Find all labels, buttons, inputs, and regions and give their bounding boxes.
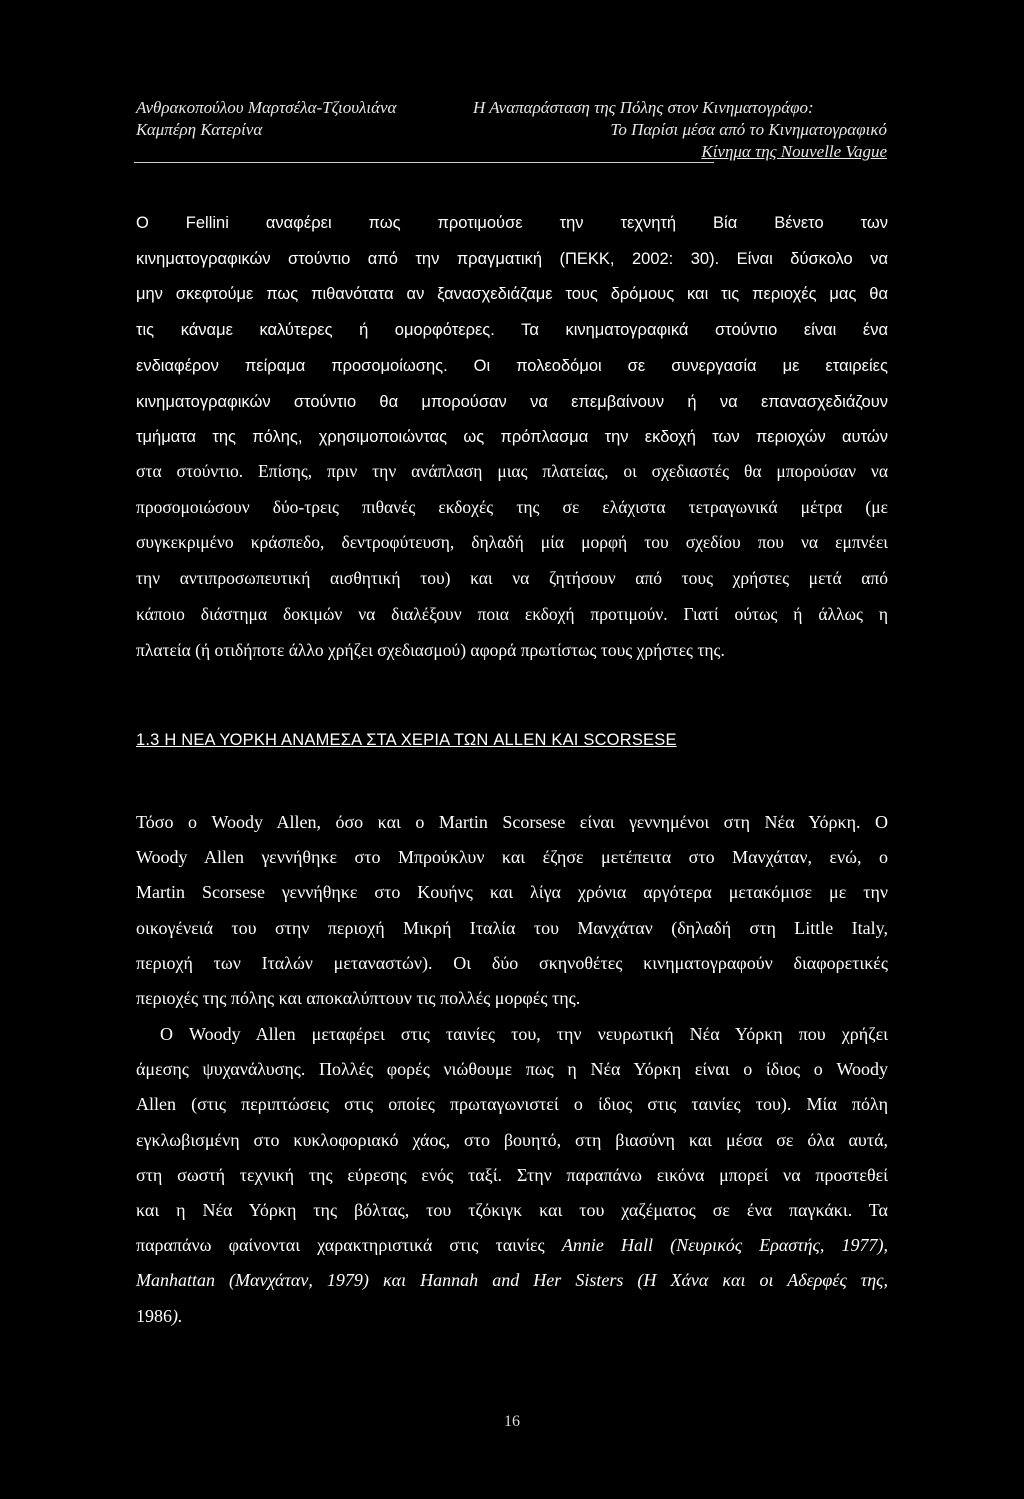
text-line: την αντιπροσωπευτική αισθητική του) και να ζητήσουν από τους χρήστες μετά από [136, 568, 888, 589]
text-line: περιοχή των Ιταλών μεταναστών). Οι δύο σκηνοθέτες κινηματογραφούν διαφορετικές [136, 952, 888, 973]
header-title [457, 97, 887, 163]
paragraph-woody-allen [136, 1017, 888, 1334]
text-line: πλατεία (ή οτιδήποτε άλλο χρήζει σχεδιασμού) αφορά πρωτίστως τους χρήστες της. [136, 639, 725, 660]
text-line [136, 1228, 888, 1263]
text-run: παραπάνω φαίνονται χαρακτηριστικά στις ταινίες [136, 1235, 562, 1256]
film-title-annie-hall: Annie Hall (Νευρικός Εραστής, [561, 1235, 825, 1256]
text-line: μην σκεφτούμε πως πιθανότατα αν ξανασχεδιάζαμε τους δρόμους και τις περιοχές μας θα [136, 285, 888, 304]
text-line: στα στούντιο. Επίσης, πριν την ανάπλαση μιας πλατείας, οι σχεδιαστές θα μπορούσαν να [136, 461, 888, 481]
text-run: ). [172, 1305, 183, 1326]
text-line: στη σωστή τεχνική της εύρεσης ενός ταξί. Στην παραπάνω εικόνα μπορεί να προστεθεί [136, 1164, 888, 1185]
header-title-line-1: Η Αναπαράσταση της Πόλης στον Κινηματογράφο: [473, 98, 814, 117]
text-line: κινηματογραφικών στούντιο θα μπορούσαν να επεμβαίνουν ή να επανασχεδιάζουν [136, 392, 888, 411]
text-line: Allen (στις περιπτώσεις στις οποίες πρωταγωνιστεί ο ίδιος στις ταινίες του). Μία πόλη [136, 1094, 888, 1115]
header-title-line-3: Κίνημα της Nouvelle Vague [701, 142, 887, 161]
film-title-hannah: και Hannah and Her Sisters (Η Χάνα και οι Αδερφές της, [382, 1270, 888, 1291]
text-line: ενδιαφέρον πείραμα προσομοίωσης. Οι πολεοδόμοι σε συνεργασία με εταιρείες [136, 356, 888, 375]
text-line: οικογένειά του στην περιοχή Μικρή Ιταλία του Μανχάταν (δηλαδή στη Little Italy, [136, 917, 888, 938]
text-line: Ο Fellini αναφέρει πως προτιμούσε την τεχνητή Βία Βένετο των [136, 214, 888, 232]
text-line: Woody Allen γεννήθηκε στο Μπρούκλυν και έζησε μετέπειτα στο Μανχάταν, ενώ, ο [136, 847, 888, 868]
text-line: τις κάναμε καλύτερες ή ομορφότερες. Τα κινηματογραφικά στούντιο είναι ένα [136, 321, 888, 340]
text-line: περιοχές της πόλης και αποκαλύπτουν τις πολλές μορφές της. [136, 988, 581, 1009]
header-title-line-2: Το Παρίσι μέσα από το Κινηματογραφικό [610, 120, 887, 139]
text-line: κινηματογραφικών στούντιο από την πραγματική (ΠΕΚΚ, 2002: 30). Είναι δύσκολο να [136, 249, 888, 268]
text-line: συγκεκριμένο κράσπεδο, δεντροφύτευση, δηλαδή μία μορφή του σχεδίου που να εμπνέει [136, 532, 888, 553]
film-title-manhattan: Manhattan (Μανχάταν, [136, 1270, 313, 1291]
text-run: 1986 [136, 1305, 172, 1326]
paragraph-studio [136, 206, 888, 456]
text-line: τμήματα της πόλης, χρησιμοποιώντας ως πρόπλασμα την εκδοχή των περιοχών αυτών [136, 428, 888, 447]
header-authors [136, 97, 396, 141]
text-run: 1977), [824, 1235, 888, 1256]
paragraph-studio-continued [136, 454, 888, 668]
text-line: Martin Scorsese γεννήθηκε στο Κουήνς και λίγα χρόνια αργότερα μετακόμισε με την [136, 882, 888, 903]
text-line: και η Νέα Υόρκη της βόλτας, του τζόκιγκ και του χαζέματος σε ένα παγκάκι. Τα [136, 1200, 888, 1221]
text-line [136, 1299, 888, 1334]
text-line: Ο Woody Allen μεταφέρει στις ταινίες του, την νευρωτική Νέα Υόρκη που χρήζει [160, 1024, 888, 1044]
section-heading: 1.3 Η ΝΕΑ ΥΟΡΚΗ ΑΝΑΜΕΣΑ ΣΤΑ ΧΕΡΙΑ ΤΩΝ ALLEN ΚΑΙ SCORSESE [136, 731, 677, 749]
text-line: Τόσο ο Woody Allen, όσο και ο Martin Scorsese είναι γεννημένοι στη Νέα Υόρκη. Ο [136, 812, 888, 832]
text-line [136, 1263, 888, 1298]
text-line: άμεσης ψυχανάλυσης. Πολλές φορές νιώθουμε πως η Νέα Υόρκη είναι ο ίδιος ο Woody [136, 1059, 888, 1080]
header-author-2: Καμπέρη Κατερίνα [136, 120, 263, 139]
text-line: κάποιο διάστημα δοκιμών να διαλέξουν ποια εκδοχή προτιμούν. Γιατί ούτως ή άλλως η [136, 603, 888, 624]
paragraph-directors [136, 805, 888, 1016]
text-line: εγκλωβισμένη στο κυκλοφοριακό χάος, στο βουητό, στη βιασύνη και μέσα σε όλα αυτά, [136, 1129, 888, 1150]
text-line: προσομοιώσουν δύο-τρεις πιθανές εκδοχές της σε ελάχιστα τετραγωνικά μέτρα (με [136, 496, 888, 517]
page-number: 16 [504, 1413, 520, 1430]
header-rule [134, 162, 714, 163]
text-run: 1979) [312, 1270, 383, 1291]
header-author-1: Ανθρακοπούλου Μαρτσέλα-Τζιουλιάνα [136, 98, 397, 117]
